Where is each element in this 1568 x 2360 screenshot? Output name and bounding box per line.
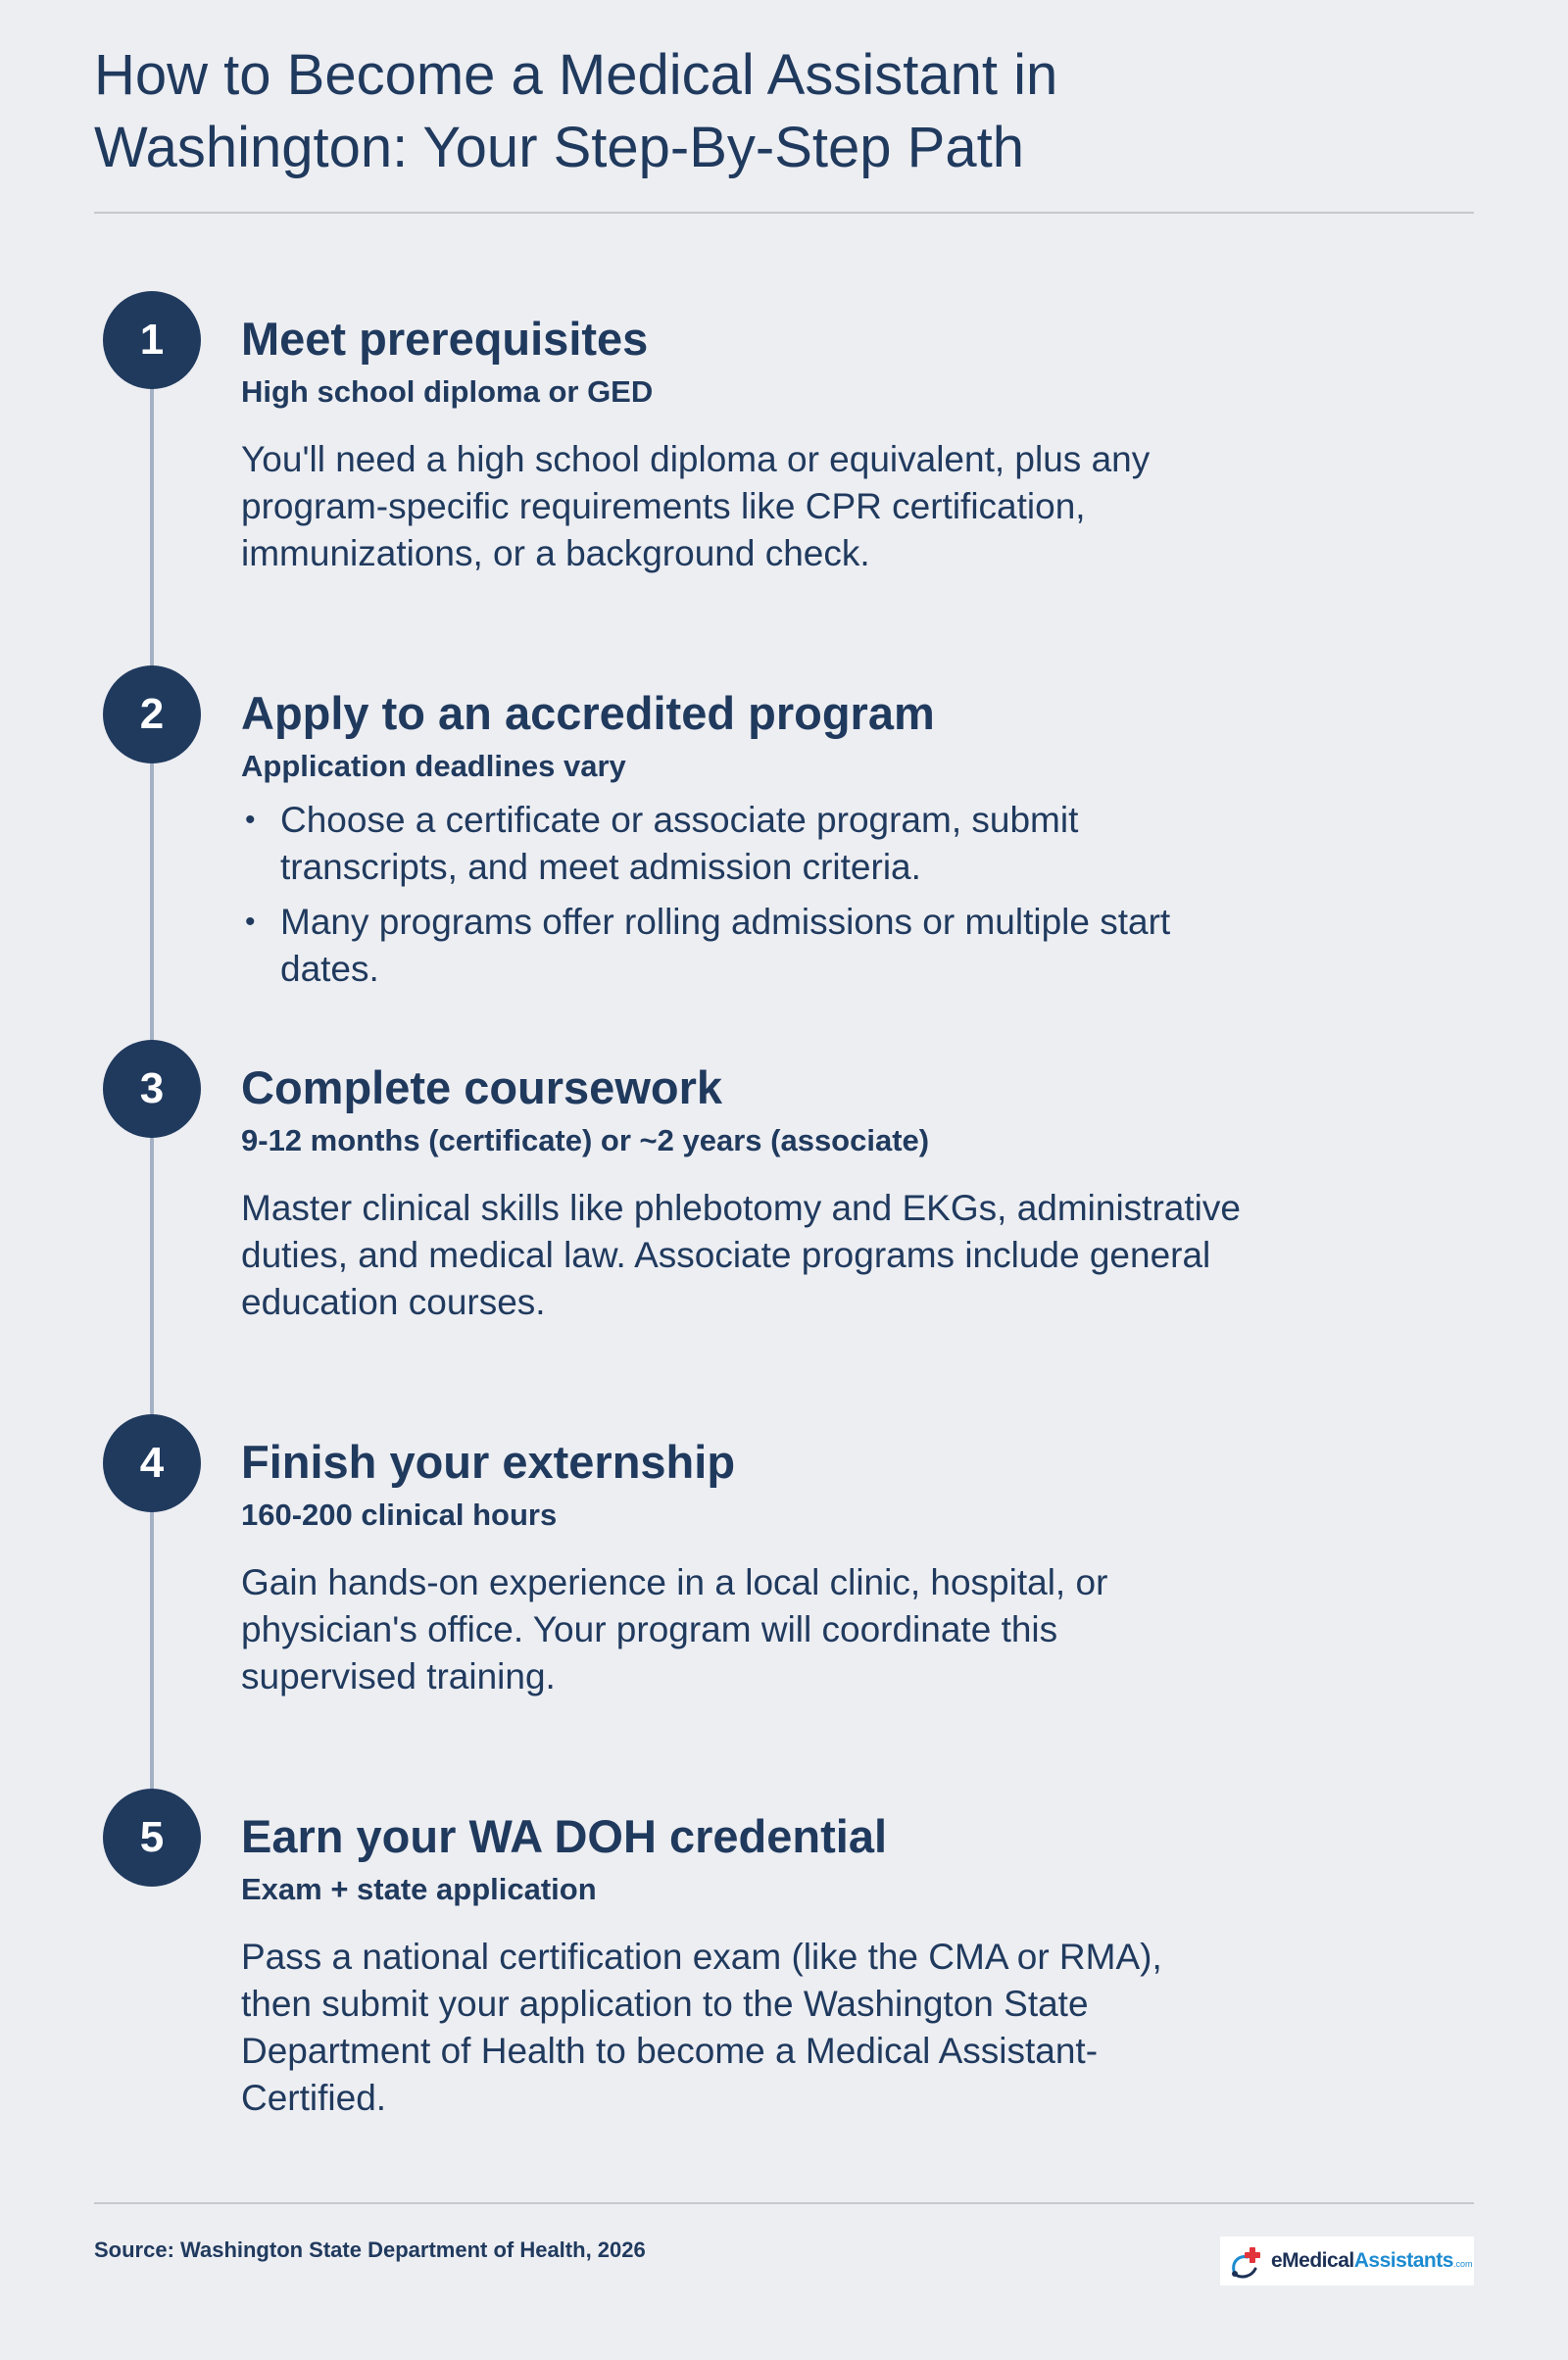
step-title: Apply to an accredited program (241, 687, 935, 739)
step-subtitle: Exam + state application (241, 1872, 597, 1906)
list-item (241, 797, 1201, 891)
step-number-badge: 3 (103, 1040, 201, 1138)
step-description: Gain hands-on experience in a local clinic, hospital, or physician's office. Your program will coordinate this supervised training. (241, 1562, 1108, 1696)
page-title: How to Become a Medical Assistant in Washington: Your Step-By-Step Path (94, 43, 1058, 179)
list-item-text: Choose a certificate or associate program, submit transcripts, and meet admission criteria. (280, 800, 1079, 887)
source-note: Source: Washington State Department of Health, 2026 (94, 2237, 646, 2262)
logo-text: eMedicalAssistants.com (1271, 2249, 1473, 2272)
step-number-badge: 5 (103, 1789, 201, 1887)
step-subtitle: Application deadlines vary (241, 749, 626, 783)
step-number-badge: 2 (103, 665, 201, 763)
bullet-icon: • (245, 804, 256, 836)
bullet-icon: • (245, 906, 256, 938)
step-bullet-list (241, 797, 1201, 1001)
step-subtitle: 9-12 months (certificate) or ~2 years (associate) (241, 1123, 930, 1157)
step-title: Earn your WA DOH credential (241, 1810, 888, 1862)
step-title: Complete coursework (241, 1061, 723, 1113)
emedicalassistants-logo (1220, 2237, 1474, 2286)
footer-divider (94, 2202, 1474, 2204)
header-divider (94, 212, 1474, 214)
step-title: Meet prerequisites (241, 313, 649, 365)
step-title: Finish your externship (241, 1436, 736, 1488)
step-description: Master clinical skills like phlebotomy and EKGs, administrative duties, and medical law. Associate programs include general education courses. (241, 1188, 1241, 1322)
step-number-badge: 1 (103, 291, 201, 389)
list-item (241, 899, 1201, 993)
step-subtitle: 160-200 clinical hours (241, 1498, 558, 1532)
step-description: Pass a national certification exam (like the CMA or RMA), then submit your application to the Washington State Department of Health to become a Medical Assistant-Certified. (241, 1937, 1162, 2118)
step-subtitle: High school diploma or GED (241, 374, 654, 409)
stethoscope-cross-icon (1228, 2241, 1267, 2281)
step-description: You'll need a high school diploma or equivalent, plus any program-specific requirements like CPR certification, immunizations, or a background check. (241, 439, 1151, 573)
step-number-badge: 4 (103, 1414, 201, 1512)
list-item-text: Many programs offer rolling admissions or multiple start dates. (280, 902, 1171, 989)
